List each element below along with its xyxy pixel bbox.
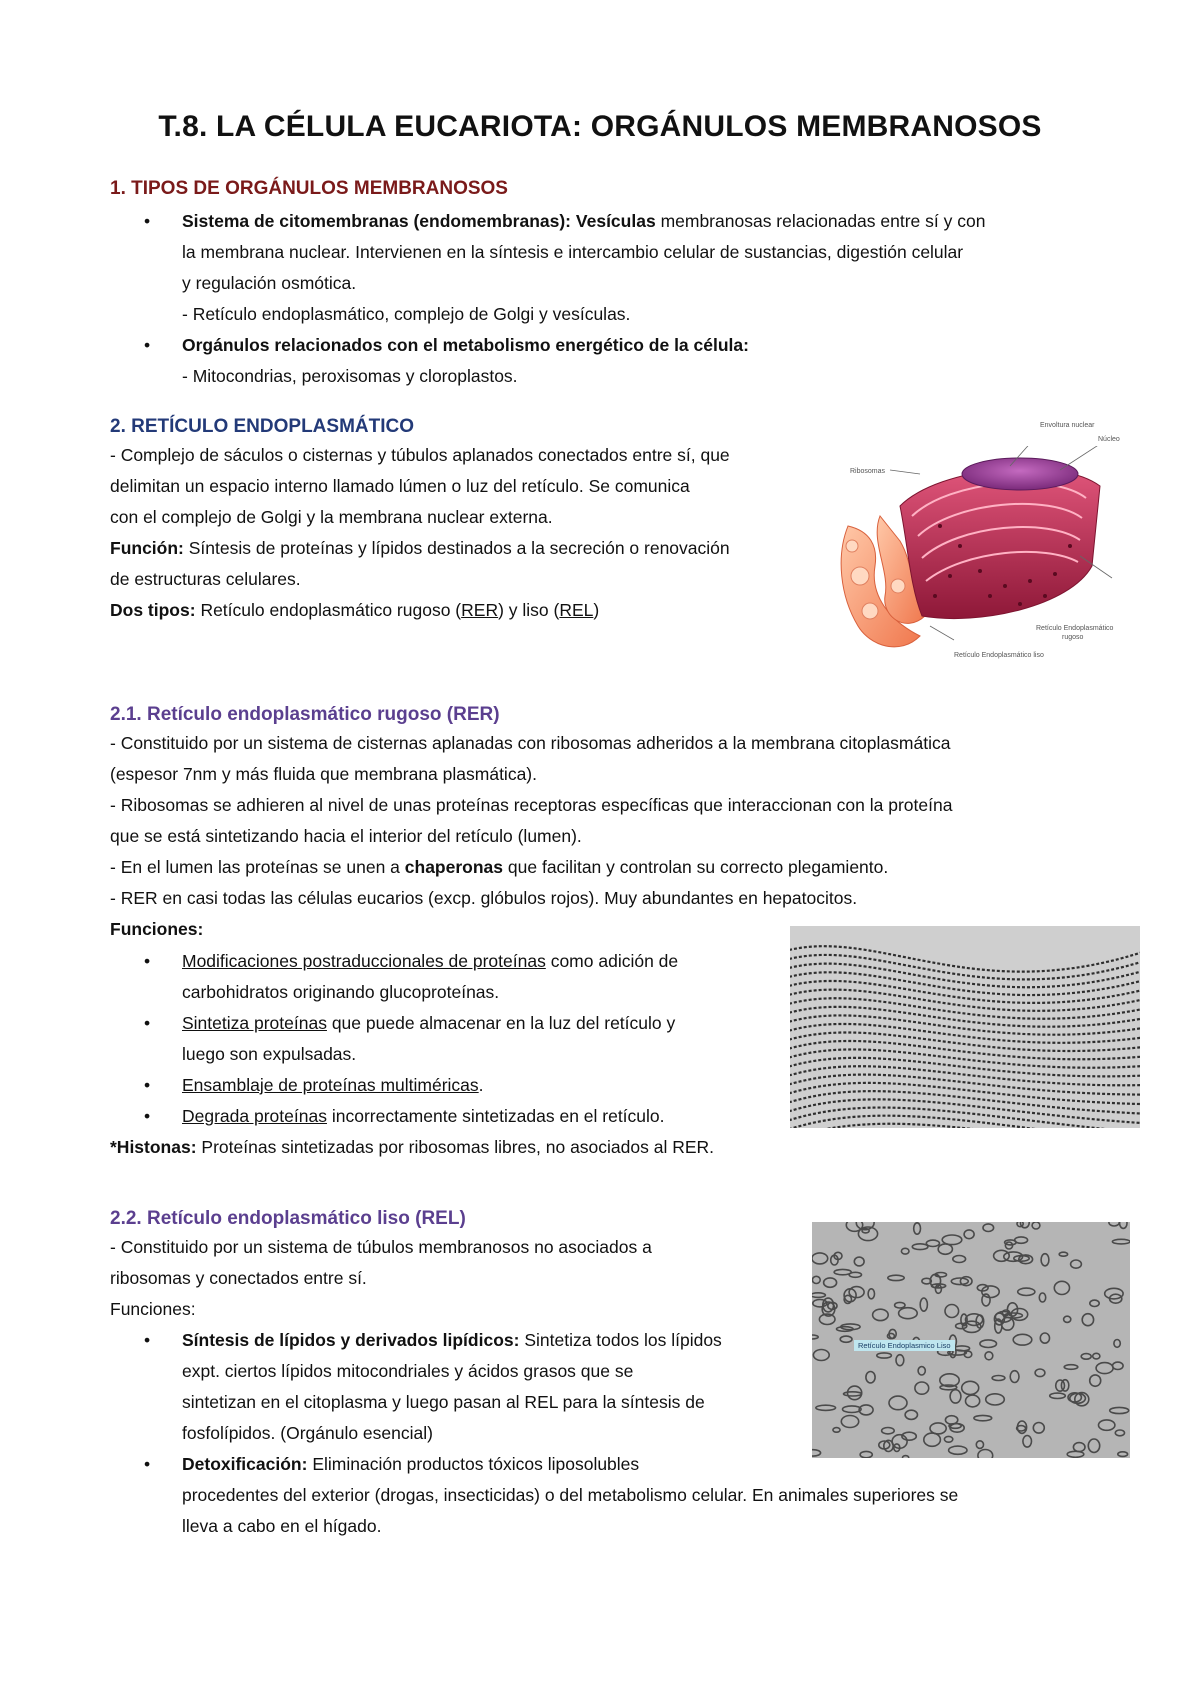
list-item: • Síntesis de lípidos y derivados lipídicos: Sintetiza todos los lípidos expt. ciertos lípidos mitocondriales y ácidos grasos que se sintetizan en el citoplasma y luego pasan al REL para la síntesis de fosfolípidos. (Orgánulo esencial) [110,1325,1100,1449]
list-item: • Sintetiza proteínas que puede almacenar en la luz del retículo y luego son expulsadas. [110,1008,786,1070]
bullet-icon: • [144,1075,151,1095]
bullet-icon: • [144,1106,151,1126]
bullet-icon: • [144,951,151,971]
section-2-2-text: - Constituido por un sistema de túbulos membranosos no asociados a ribosomas y conectados entre sí. Funciones: [110,1237,652,1319]
section-2-1-text: - Constituido por un sistema de cisternas aplanadas con ribosomas adheridos a la membrana citoplasmática (espesor 7nm y más fluida que membrana plasmática). - Ribosomas se adhieren al nivel de unas proteínas receptoras específicas que interaccionan con la proteína que se está sintetizando hacia el interior del retículo (lumen). - En el lumen las proteínas se unen a chaperonas que facilitan y controlan su correcto plegamiento. - RER en casi todas las células eucarios (excp. glóbulos rojos). Muy abundantes en hepatocitos. Funciones: [110,733,953,939]
figure-label-rer: Retículo Endoplasmático rugoso [1036,625,1114,641]
bullet-icon: • [144,1454,151,1474]
section-2-2-heading: 2.2. Retículo endoplasmático liso (REL) [110,1208,466,1229]
rer-micrograph-image [790,926,1140,1128]
rer-micrograph [790,926,1140,1128]
figure-label-nucleo: Núcleo [1098,436,1120,443]
list-item: • Modificaciones postraduccionales de proteínas como adición de carbohidratos originando glucoproteínas. [110,946,786,1008]
list-item: • Sistema de citomembranas (endomembranas): Vesículas membranosas relacionadas entre sí y con la membrana nuclear. Intervienen en la síntesis e intercambio celular de sustancias, digestión celular y regulación osmótica. - Retículo endoplasmático, complejo de Golgi y vesículas. [110,206,1100,330]
figure-label-envoltura: Envoltura nuclear [1040,422,1095,429]
section-2-heading: 2. RETÍCULO ENDOPLASMÁTICO [110,416,415,437]
histonas-note: *Histonas: Proteínas sintetizadas por ribosomas libres, no asociados al RER. [110,1137,715,1157]
bullet-icon: • [144,1013,151,1033]
figure-label-ribosomas: Ribosomas [850,468,886,475]
list-item: • Degrada proteínas incorrectamente sintetizadas en el retículo. [110,1101,786,1132]
micrograph-label: Retículo Endoplasmico Liso [854,1340,955,1351]
section-2-1-functions [110,946,786,1132]
nucleus-shape [962,458,1078,490]
list-item: • Ensamblaje de proteínas multiméricas. [110,1070,786,1101]
page-title: T.8. LA CÉLULA EUCARIOTA: ORGÁNULOS MEMBRANOSOS [158,110,1042,143]
bullet-icon: • [144,335,151,355]
section-1-heading: 1. TIPOS DE ORGÁNULOS MEMBRANOSOS [110,178,508,199]
bullet-icon: • [144,211,151,231]
er-illustration [830,422,1130,678]
figure-label-rel: Retículo Endoplasmático liso [954,652,1044,659]
er-diagram [830,446,1130,678]
list-item: • Detoxificación: Eliminación productos tóxicos liposolubles procedentes del exterior (drogas, insecticidas) o del metabolismo celular. En animales superiores se lleva a cabo en el hígado. [110,1449,1100,1542]
rough-er-shape [900,469,1100,619]
rel-micrograph [812,1222,1130,1458]
section-1-list [110,206,1100,392]
list-item: • Orgánulos relacionados con el metabolismo energético de la célula: - Mitocondrias, peroxisomas y cloroplastos. [110,330,1100,392]
section-2-text: - Complejo de sáculos o cisternas y túbulos aplanados conectados entre sí, que delimitan un espacio interno llamado lúmen o luz del retículo. Se comunica con el complejo de Golgi y la membrana nuclear externa. Función: Síntesis de proteínas y lípidos destinados a la secreción o renovación de estructuras celulares. Dos tipos: Retículo endoplasmático rugoso (RER) y liso (REL) [110,445,730,620]
section-2-1-heading: 2.1. Retículo endoplasmático rugoso (RER) [110,704,500,725]
bullet-icon: • [144,1330,151,1350]
